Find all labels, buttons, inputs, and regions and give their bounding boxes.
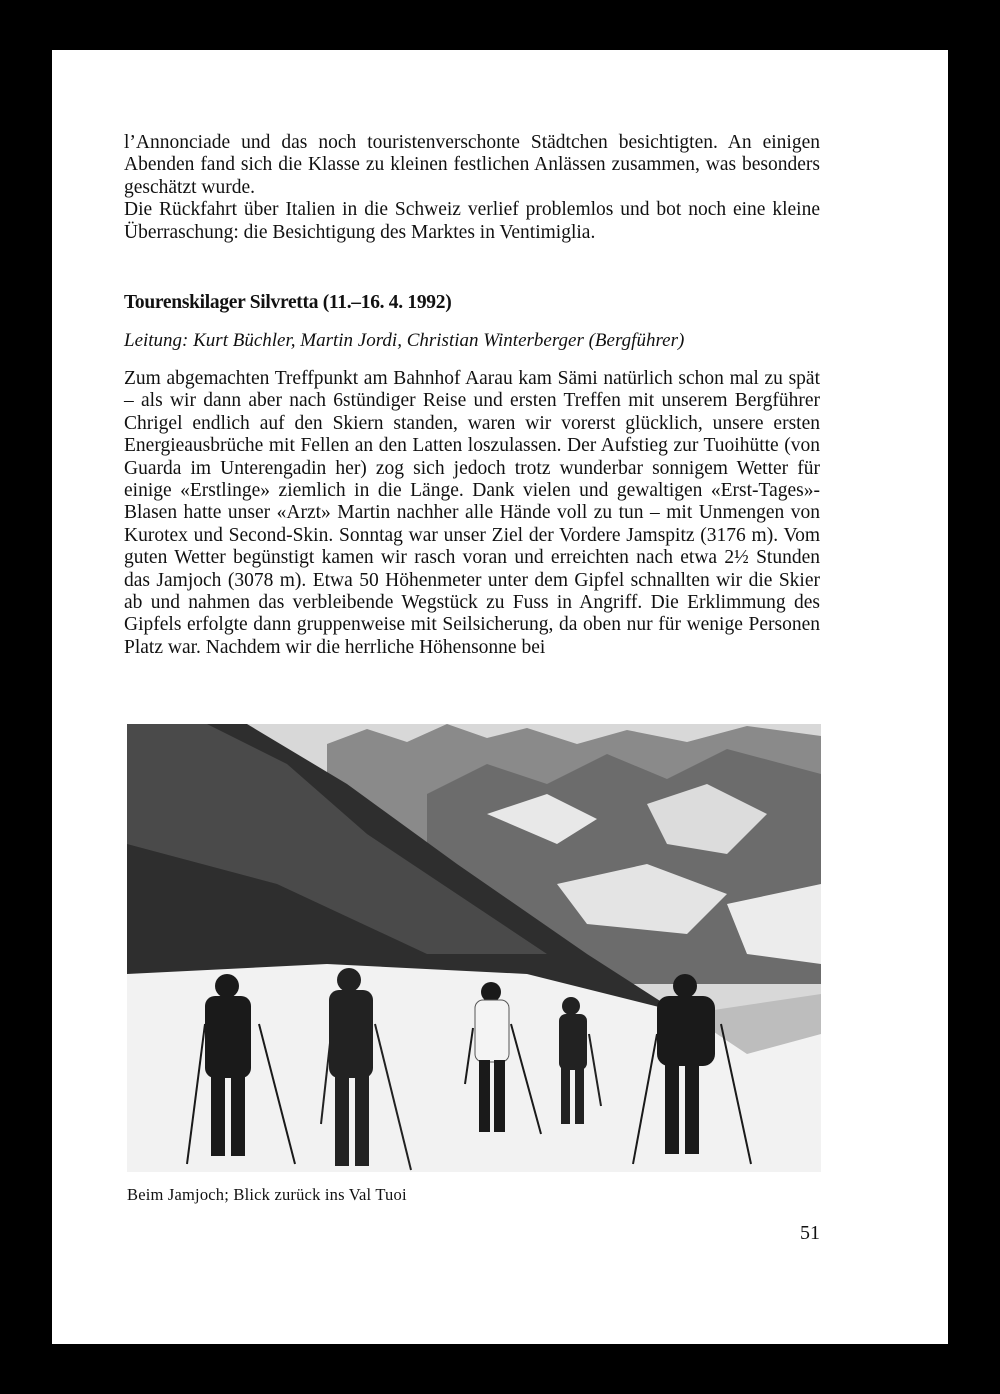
- intro-paragraph-1: l’Annonciade und das noch touristenverschonte Städtchen besichtigten. An einigen Abenden fand sich die Klasse zu kleinen festlichen Anlässen zusammen, was besonders geschätzt wurde.: [124, 132, 820, 198]
- section-leitung: Leitung: Kurt Büchler, Martin Jordi, Christian Winterberger (Bergführer): [124, 330, 685, 351]
- section-heading: Tourenskilager Silvretta (11.–16. 4. 1992): [124, 292, 452, 313]
- report-text: [124, 368, 820, 659]
- photo-caption: Beim Jamjoch; Blick zurück ins Val Tuoi: [127, 1185, 407, 1204]
- ski-tour-photo-graphic: [127, 724, 821, 1172]
- intro-paragraph-2: Die Rückfahrt über Italien in die Schweiz verlief problemlos und bot noch eine kleine Überraschung: die Besichtigung des Marktes in Ventimiglia.: [124, 199, 820, 243]
- ski-tour-photo: [127, 724, 821, 1172]
- page-number: 51: [800, 1222, 820, 1244]
- intro-text: [124, 132, 820, 244]
- document-page: [52, 50, 948, 1344]
- report-paragraph: Zum abgemachten Treffpunkt am Bahnhof Aarau kam Sämi natürlich schon mal zu spät – als wir dann aber nach 6stündiger Reise und ersten Treffen mit unserem Bergführer Chrigel endlich auf den Skiern standen, waren wir vorerst glücklich, unsere ersten Energieausbrüche mit Fellen an den Latten loszulassen. Der Aufstieg zur Tuoihütte (von Guarda im Unterengadin her) zog sich jedoch trotz wunderbar sonnigem Wetter für einige «Erstlinge» ziemlich in die Länge. Dank vielen und gewaltigen «Erst-Tages»-Blasen hatte unser «Arzt» Martin nachher alle Hände voll zu tun – mit Unmengen von Kurotex und Second-Skin. Sonntag war unser Ziel der Vordere Jamspitz (3176 m). Vom guten Wetter begünstigt kamen wir rasch voran und erreichten nach etwa 2½ Stunden das Jamjoch (3078 m). Etwa 50 Höhenmeter unter dem Gipfel schnallten wir die Skier ab und nahmen das verbleibende Wegstück zu Fuss in Angriff. Die Erklimmung des Gipfels erfolgte dann gruppenweise mit Seilsicherung, da oben nur für wenige Personen Platz war. Nachdem wir die herrliche Höhensonne bei: [124, 368, 820, 658]
